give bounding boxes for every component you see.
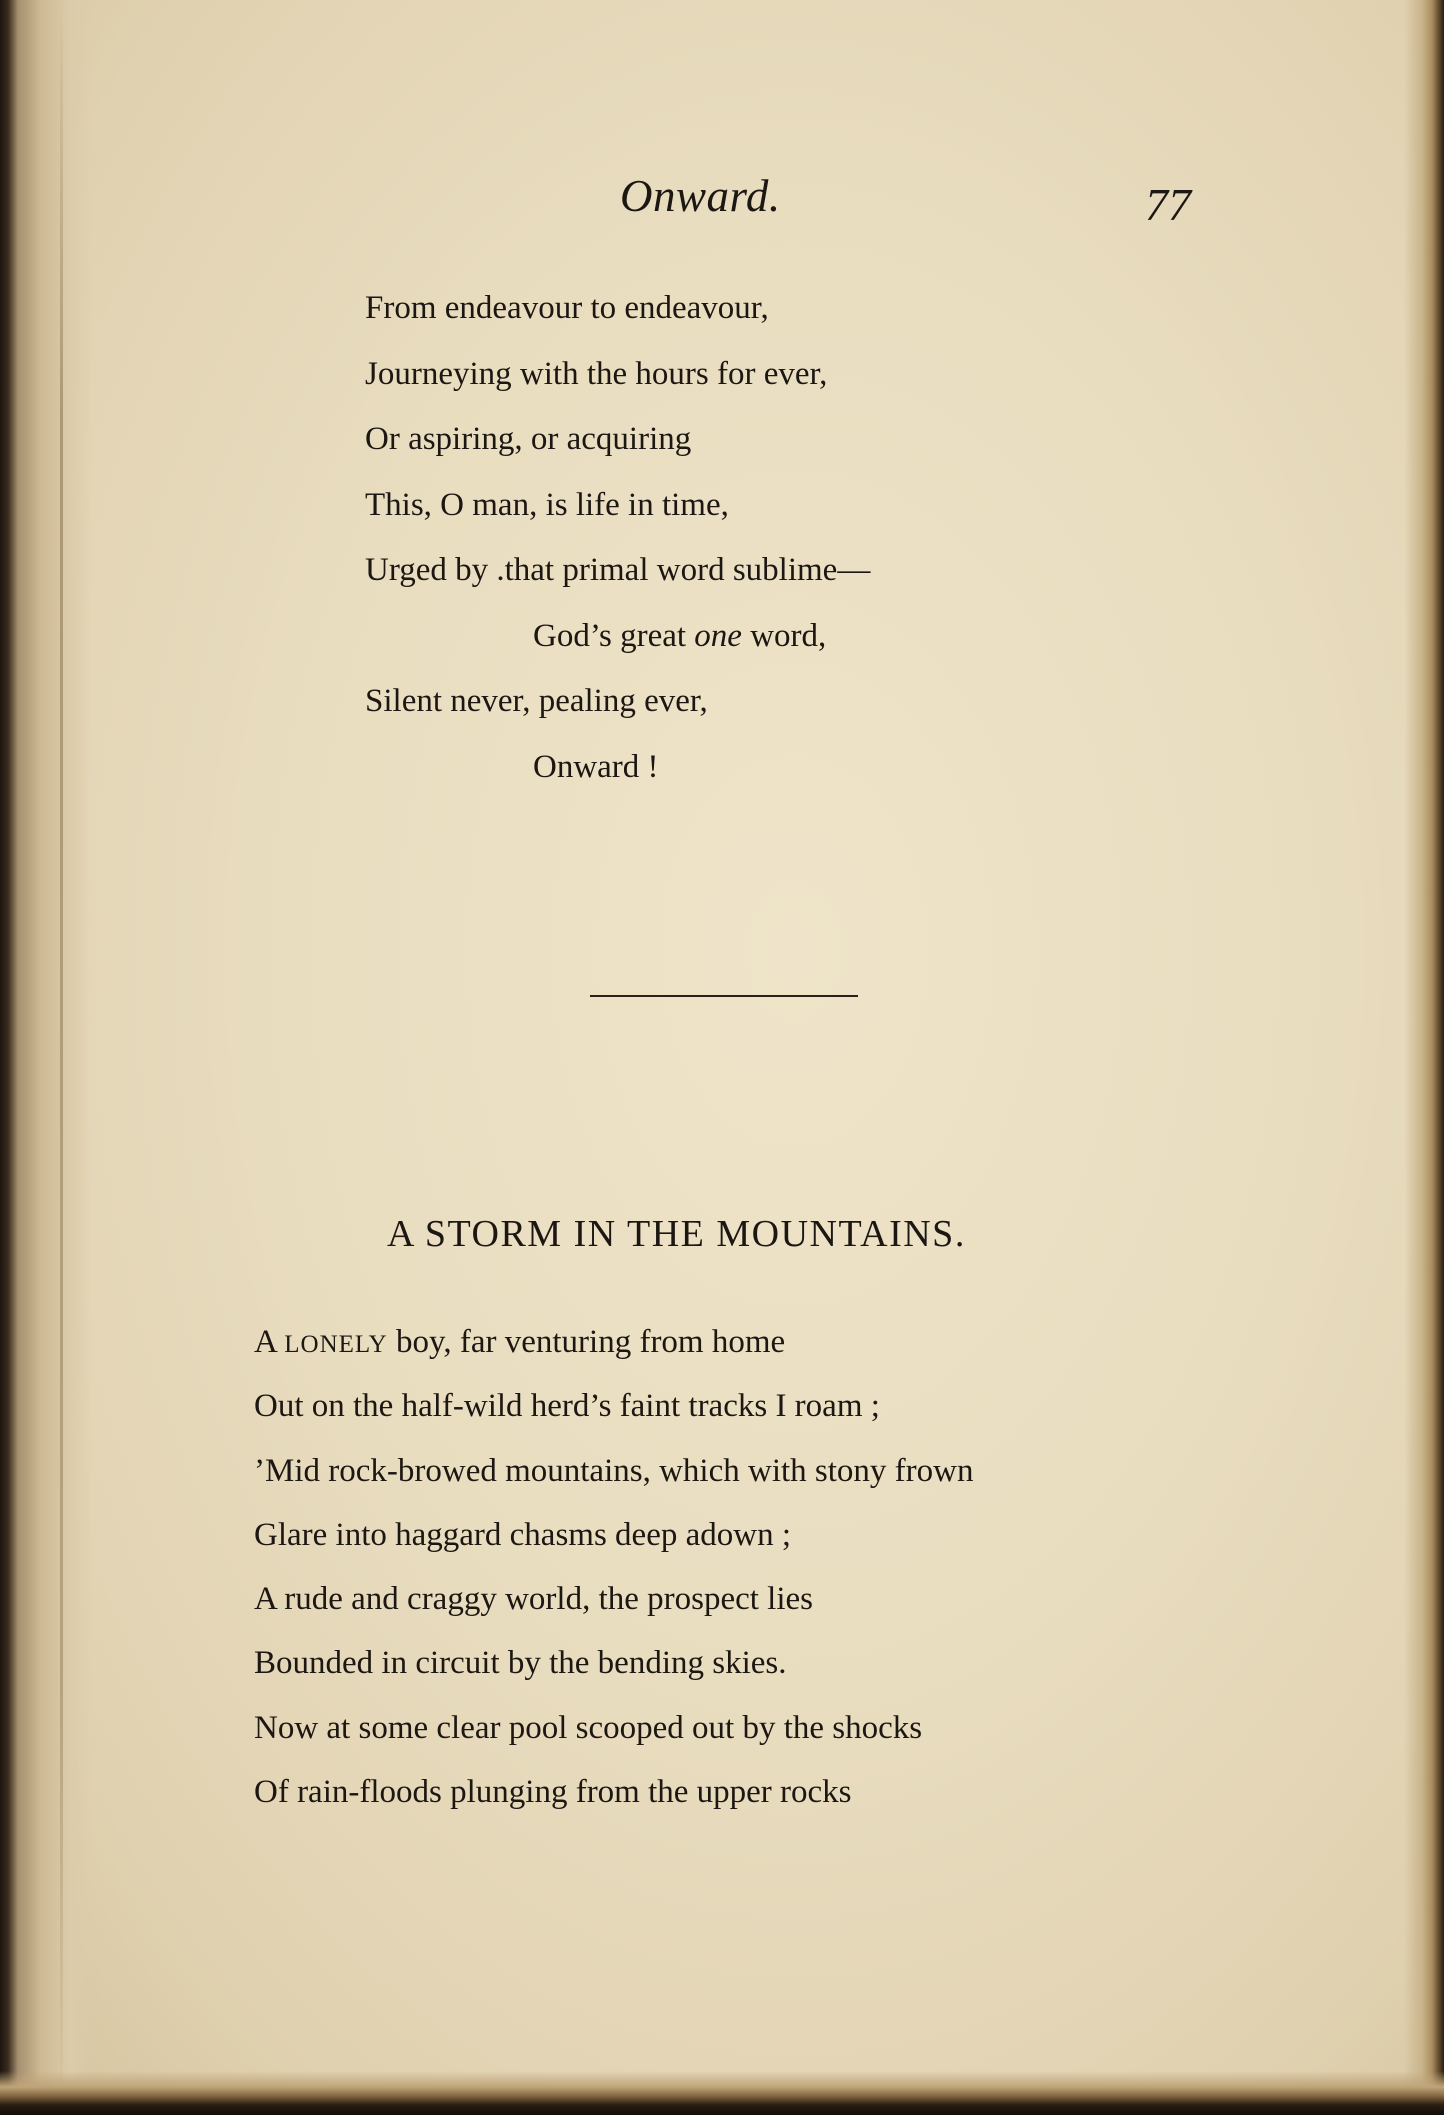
- poem-onward: [365, 276, 1185, 800]
- poem-line-indented: Onward !: [533, 748, 659, 785]
- gutter-crease: [60, 0, 63, 2115]
- poem-line: This, O man, is life in time,: [365, 486, 729, 523]
- page-bottom-edge: [0, 2071, 1444, 2115]
- line-text: boy, far venturing from home: [387, 1324, 786, 1360]
- poem-line: Out on the half-wild herd’s faint tracks I roam ;: [254, 1388, 880, 1425]
- line-text: God’s great: [533, 617, 695, 654]
- poem-line: Journeying with the hours for ever,: [365, 355, 828, 392]
- emphasized-word: one: [694, 617, 742, 654]
- poem-line: Urged by .that primal word sublime—: [365, 552, 871, 588]
- poem-line: From endeavour to endeavour,: [365, 290, 769, 326]
- page-right-edge: [1404, 0, 1444, 2115]
- poem-line: ’Mid rock-browed mountains, which with stony frown: [254, 1452, 974, 1489]
- poem-line: Or aspiring, or acquiring: [365, 421, 692, 457]
- poem-line: A rude and craggy world, the prospect lies: [254, 1581, 814, 1618]
- poem-line: Now at some clear pool scooped out by the shocks: [254, 1709, 923, 1746]
- poem-line-indented: [365, 604, 1185, 670]
- poem-line: Glare into haggard chasms deep adown ;: [254, 1516, 791, 1553]
- section-title: A STORM IN THE MOUNTAINS.: [387, 1213, 966, 1255]
- running-header-title: Onward.: [620, 171, 781, 221]
- poem-line: Of rain-floods plunging from the upper rocks: [254, 1774, 852, 1811]
- binding-gutter: [0, 0, 92, 2115]
- line-text: A: [254, 1324, 285, 1360]
- line-text: word,: [741, 617, 827, 654]
- page-number: 77: [1145, 179, 1191, 230]
- poem-line: [254, 1310, 1254, 1374]
- poem-line: Bounded in circuit by the bending skies.: [254, 1645, 787, 1682]
- section-divider: [590, 995, 858, 997]
- poem-storm: [254, 1310, 1254, 1824]
- small-caps-word: LONELY: [284, 1331, 388, 1358]
- poem-line: Silent never, pealing ever,: [365, 683, 708, 719]
